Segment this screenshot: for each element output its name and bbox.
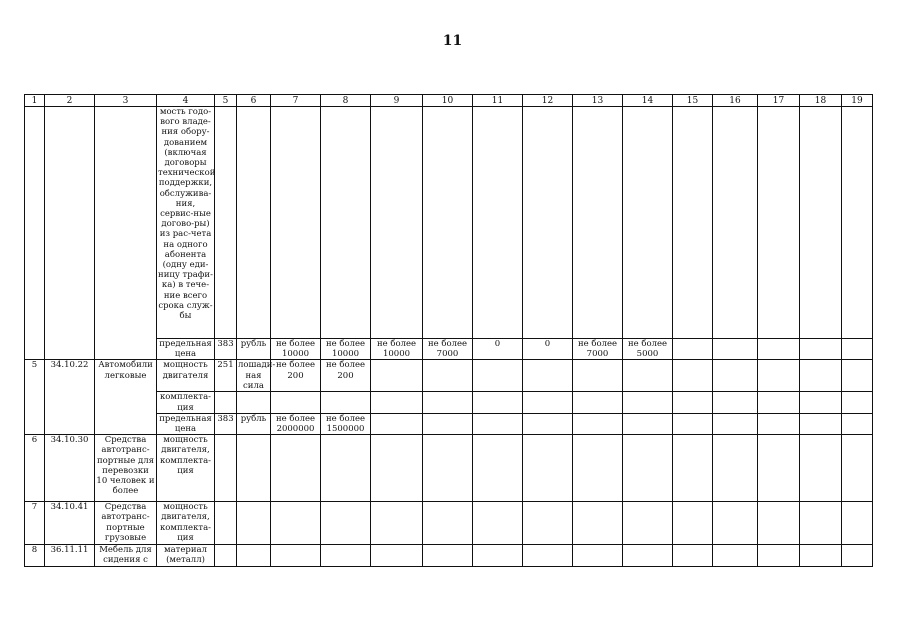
table-cell	[237, 545, 271, 567]
table-row	[25, 545, 873, 567]
header-cell: 11	[473, 95, 523, 107]
table-cell	[713, 107, 758, 339]
table-cell	[842, 392, 873, 413]
characteristic-cell: мощность двигателя, комплекта-ция	[157, 435, 215, 502]
okpd-code-cell: 34.10.30	[45, 435, 95, 502]
table-row	[25, 107, 873, 339]
requirements-table	[24, 94, 873, 567]
value-cell: не более 10000	[321, 339, 371, 360]
characteristic-cell: мощность двигателя, комплекта-ция	[157, 502, 215, 545]
table-cell	[271, 545, 321, 567]
table-cell	[215, 502, 237, 545]
table-cell	[271, 435, 321, 502]
characteristic-cell: предельная цена	[157, 339, 215, 360]
table-cell	[523, 107, 573, 339]
header-cell: 10	[423, 95, 473, 107]
table-cell	[713, 435, 758, 502]
table-cell	[271, 392, 321, 413]
product-name-cell: Мебель для сидения с	[95, 545, 157, 567]
unit-cell: лошади-ная сила	[238, 360, 276, 391]
table-cell	[321, 392, 371, 413]
table-cell	[800, 413, 842, 434]
characteristic-cell: материал (металл)	[157, 545, 215, 567]
table-cell	[371, 413, 423, 434]
product-name-cell: Средства автотранс-портные для перевозки 10 человек и более	[95, 435, 157, 502]
table-cell	[371, 107, 423, 339]
header-row	[25, 95, 873, 107]
table-cell	[623, 413, 673, 434]
table-cell	[573, 392, 623, 413]
table-row	[25, 435, 873, 502]
header-cell: 3	[95, 95, 157, 107]
table-cell	[423, 435, 473, 502]
okei-code-cell: 251	[215, 360, 237, 392]
table-cell	[573, 502, 623, 545]
unit-cell: рубль	[237, 339, 271, 360]
table-cell	[237, 502, 271, 545]
header-cell: 8	[321, 95, 371, 107]
header-cell: 7	[271, 95, 321, 107]
header-cell: 15	[673, 95, 713, 107]
header-cell: 9	[371, 95, 423, 107]
table-cell	[473, 413, 523, 434]
table-cell	[842, 339, 873, 360]
value-cell: не более 2000000	[271, 413, 321, 434]
value-cell: 0	[523, 339, 573, 360]
value-cell: не более 5000	[623, 339, 673, 360]
table-cell	[623, 392, 673, 413]
table-cell	[423, 545, 473, 567]
value-cell: не более 10000	[371, 339, 423, 360]
table-cell	[573, 435, 623, 502]
table-cell	[800, 339, 842, 360]
row-number-cell: 8	[25, 545, 45, 567]
table-cell	[573, 360, 623, 392]
table-cell	[45, 107, 95, 360]
table-cell	[321, 545, 371, 567]
table-cell	[673, 413, 713, 434]
table-cell	[321, 107, 371, 339]
header-cell: 19	[842, 95, 873, 107]
header-cell: 2	[45, 95, 95, 107]
table-cell	[800, 502, 842, 545]
table-cell	[713, 413, 758, 434]
header-cell: 5	[215, 95, 237, 107]
table-cell	[758, 413, 800, 434]
table-cell	[523, 545, 573, 567]
header-cell: 12	[523, 95, 573, 107]
table-cell	[321, 435, 371, 502]
table-row	[25, 360, 873, 392]
table-cell	[473, 360, 523, 392]
header-cell: 6	[237, 95, 271, 107]
table-cell	[473, 502, 523, 545]
page-number: 11	[442, 33, 463, 49]
table-cell	[423, 107, 473, 339]
header-cell: 13	[573, 95, 623, 107]
row-number-cell: 7	[25, 502, 45, 545]
table-cell	[713, 545, 758, 567]
value-cell: не более 200	[271, 360, 321, 392]
okei-code-cell: 383	[215, 413, 237, 434]
value-cell: не более 10000	[271, 339, 321, 360]
table-cell	[800, 435, 842, 502]
table-cell	[215, 107, 237, 339]
table-cell	[673, 339, 713, 360]
table-cell	[623, 435, 673, 502]
table-cell	[473, 392, 523, 413]
table-cell	[523, 413, 573, 434]
okpd-code-cell: 34.10.22	[45, 360, 95, 435]
characteristic-cell: мость годо-вого владе-ния обору-дованием (включая договоры технической поддержки, обслужива-ния, сервис-ные догово-ры) из рас-чета на одного абонента (одну еди-ницу трафи-ка) в тече-ние всего срока служ-бы	[157, 107, 215, 339]
table-cell	[673, 545, 713, 567]
table-cell	[523, 392, 573, 413]
table-cell	[573, 545, 623, 567]
table-cell	[713, 339, 758, 360]
table-cell	[523, 502, 573, 545]
table-cell	[573, 413, 623, 434]
table-cell	[423, 392, 473, 413]
table-cell	[271, 107, 321, 339]
characteristic-cell: предельная цена	[157, 413, 215, 434]
value-cell: не более 1500000	[321, 413, 371, 434]
table-cell	[713, 502, 758, 545]
table-cell	[842, 545, 873, 567]
table-cell	[523, 360, 573, 392]
table-cell	[842, 502, 873, 545]
table-cell	[623, 107, 673, 339]
table-cell	[800, 545, 842, 567]
table-cell	[800, 360, 842, 392]
header-cell: 4	[157, 95, 215, 107]
table-cell	[758, 435, 800, 502]
table-cell	[758, 107, 800, 339]
table-cell	[573, 107, 623, 339]
okpd-code-cell: 36.11.11	[45, 545, 95, 567]
table-cell	[371, 360, 423, 392]
table-cell	[423, 413, 473, 434]
table-cell	[237, 392, 271, 413]
table-cell	[623, 502, 673, 545]
table-cell	[371, 392, 423, 413]
table-cell	[371, 435, 423, 502]
table-cell	[842, 107, 873, 339]
table-cell	[623, 545, 673, 567]
characteristic-cell: мощность двигателя	[157, 360, 215, 392]
value-cell: не более 7000	[423, 339, 473, 360]
table-cell	[25, 107, 45, 360]
table-cell	[758, 502, 800, 545]
characteristic-cell: комплекта-ция	[157, 392, 215, 413]
table-cell	[758, 360, 800, 392]
table-cell	[758, 339, 800, 360]
table-cell	[713, 392, 758, 413]
table-cell	[237, 435, 271, 502]
value-cell: не более 200	[321, 360, 371, 392]
table-cell	[800, 392, 842, 413]
table-cell	[271, 502, 321, 545]
value-cell: не более 7000	[573, 339, 623, 360]
table-cell	[758, 545, 800, 567]
table-cell	[321, 502, 371, 545]
header-cell: 17	[758, 95, 800, 107]
header-cell: 18	[800, 95, 842, 107]
table-cell	[371, 545, 423, 567]
table-cell	[842, 435, 873, 502]
table-cell	[423, 360, 473, 392]
row-number-cell: 6	[25, 435, 45, 502]
table-cell	[371, 502, 423, 545]
table-cell	[523, 435, 573, 502]
row-number-cell: 5	[25, 360, 45, 435]
table-cell	[842, 413, 873, 434]
product-name-cell: Автомобили легковые	[95, 360, 157, 435]
table-cell	[423, 502, 473, 545]
table-cell	[473, 107, 523, 339]
value-cell: 0	[473, 339, 523, 360]
okpd-code-cell: 34.10.41	[45, 502, 95, 545]
okei-code-cell: 383	[215, 339, 237, 360]
header-cell: 14	[623, 95, 673, 107]
unit-cell: рубль	[237, 413, 271, 434]
table-cell	[713, 360, 758, 392]
table-cell	[673, 435, 713, 502]
table-cell	[473, 545, 523, 567]
table-cell	[237, 107, 271, 339]
header-cell: 16	[713, 95, 758, 107]
table-cell	[842, 360, 873, 392]
header-cell: 1	[25, 95, 45, 107]
table-cell	[673, 502, 713, 545]
table-cell	[215, 435, 237, 502]
table-cell	[95, 107, 157, 360]
table-cell	[800, 107, 842, 339]
table-cell	[473, 435, 523, 502]
table-cell	[673, 107, 713, 339]
table-cell	[673, 360, 713, 392]
table-cell	[673, 392, 713, 413]
table-cell	[758, 392, 800, 413]
product-name-cell: Средства автотранс-портные грузовые	[95, 502, 157, 545]
table-cell	[215, 392, 237, 413]
table-cell	[623, 360, 673, 392]
table-row	[25, 502, 873, 545]
table-cell	[215, 545, 237, 567]
